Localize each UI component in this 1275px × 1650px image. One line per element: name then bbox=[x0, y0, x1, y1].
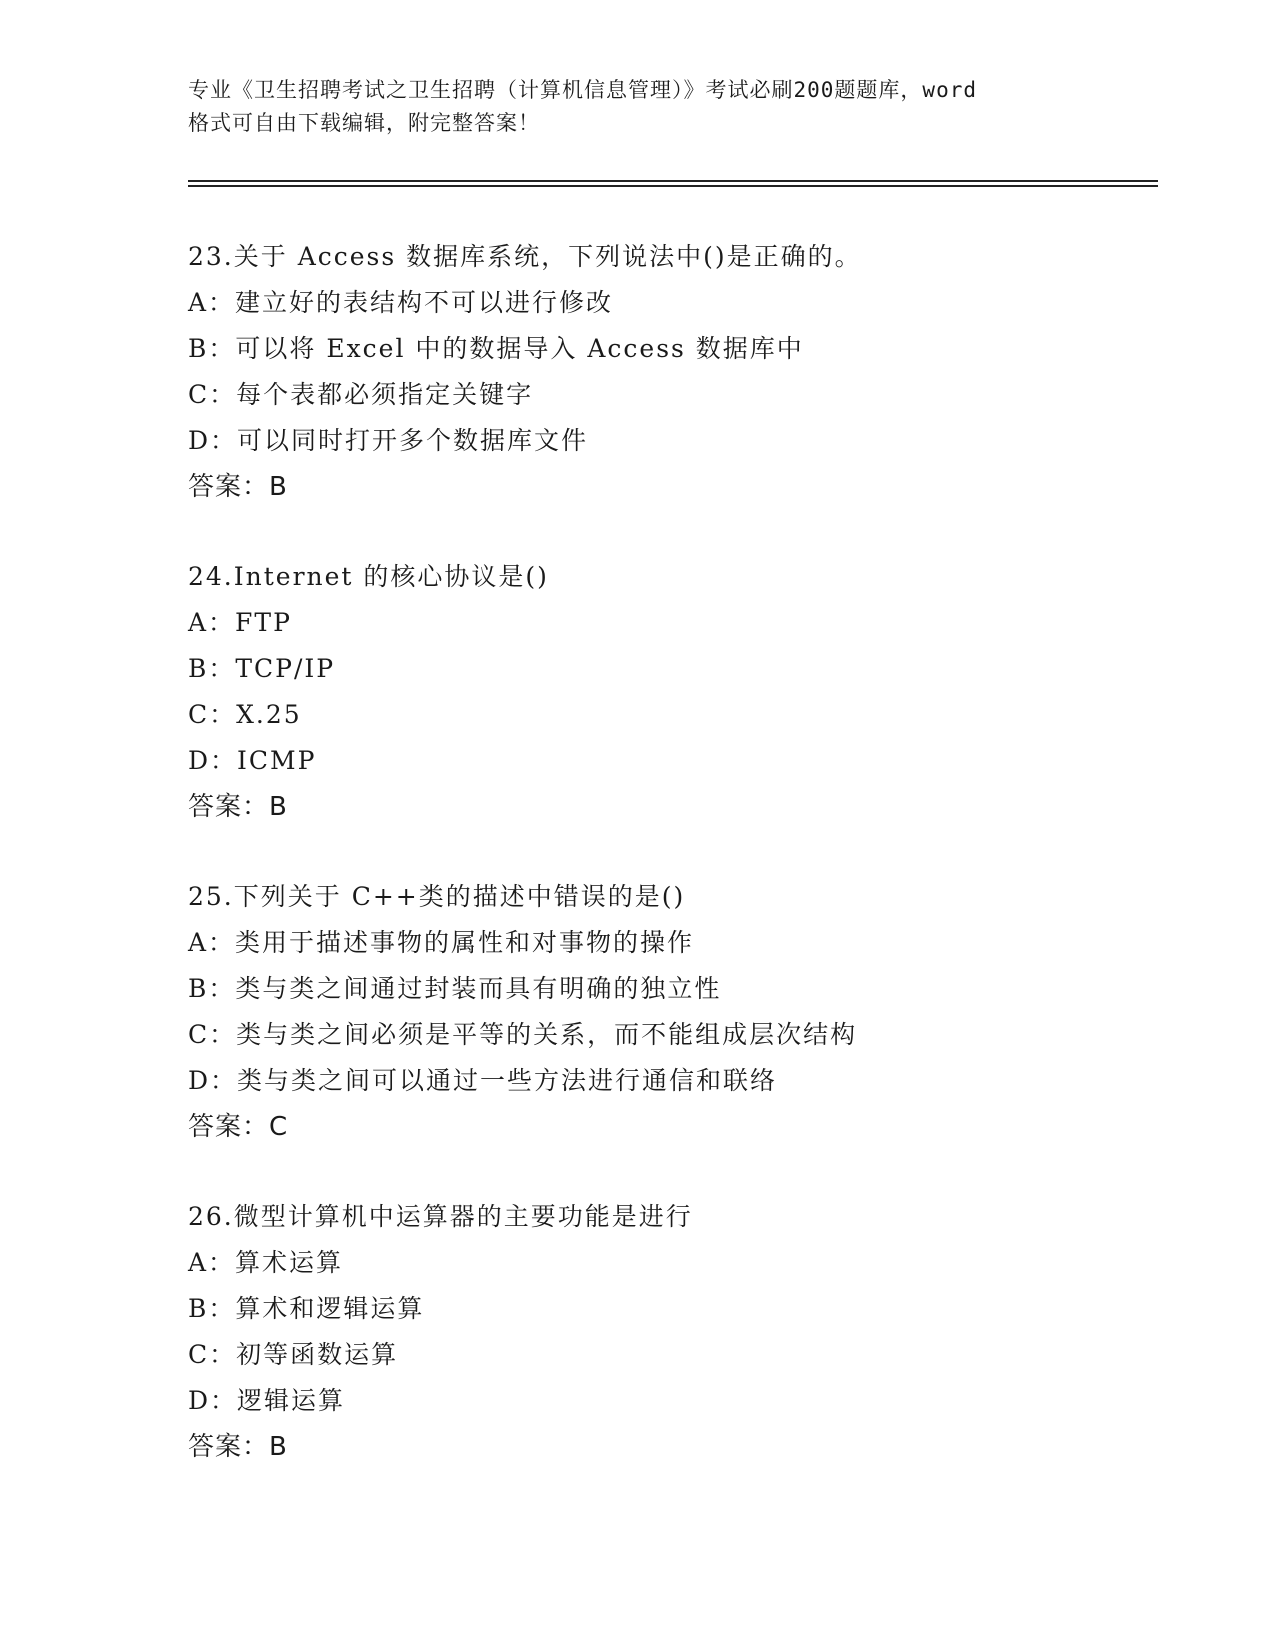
option-d: D：类与类之间可以通过一些方法进行通信和联络 bbox=[188, 1066, 778, 1095]
answer-line: 答案：B bbox=[188, 1432, 288, 1462]
answer-line: 答案：B bbox=[188, 792, 288, 822]
answer-line: 答案：B bbox=[188, 472, 288, 502]
answer-line: 答案：C bbox=[188, 1112, 289, 1142]
option-c: C：类与类之间必须是平等的关系，而不能组成层次结构 bbox=[188, 1020, 858, 1049]
option-b: B：可以将 Excel 中的数据导入 Access 数据库中 bbox=[188, 334, 804, 363]
header-line-1: 专业《卫生招聘考试之卫生招聘（计算机信息管理）》考试必刷200题题库，word bbox=[188, 78, 977, 102]
header-line-2: 格式可自由下载编辑，附完整答案！ bbox=[188, 111, 540, 135]
question-stem: 25.下列关于 C++类的描述中错误的是() bbox=[188, 882, 686, 911]
option-a: A：FTP bbox=[188, 608, 292, 637]
question-23 bbox=[188, 234, 1168, 510]
document-header bbox=[188, 74, 1088, 140]
option-d: D：ICMP bbox=[188, 746, 317, 775]
option-a: A：类用于描述事物的属性和对事物的操作 bbox=[188, 928, 695, 957]
option-b: B：算术和逻辑运算 bbox=[188, 1294, 425, 1323]
option-b: B：类与类之间通过封装而具有明确的独立性 bbox=[188, 974, 722, 1003]
option-d: D：可以同时打开多个数据库文件 bbox=[188, 426, 589, 455]
question-stem: 26.微型计算机中运算器的主要功能是进行 bbox=[188, 1202, 693, 1231]
question-stem: 24.Internet 的核心协议是() bbox=[188, 562, 549, 591]
question-stem: 23.关于 Access 数据库系统，下列说法中()是正确的。 bbox=[188, 242, 862, 271]
option-c: C：每个表都必须指定关键字 bbox=[188, 380, 534, 409]
question-25 bbox=[188, 874, 1168, 1150]
option-d: D：逻辑运算 bbox=[188, 1386, 346, 1415]
header-divider-bottom bbox=[188, 185, 1158, 187]
question-26 bbox=[188, 1194, 1168, 1470]
option-b: B：TCP/IP bbox=[188, 654, 336, 683]
option-a: A：算术运算 bbox=[188, 1248, 344, 1277]
option-c: C：初等函数运算 bbox=[188, 1340, 399, 1369]
question-24 bbox=[188, 554, 1168, 830]
option-c: C：X.25 bbox=[188, 700, 302, 729]
option-a: A：建立好的表结构不可以进行修改 bbox=[188, 288, 614, 317]
header-divider-top bbox=[188, 180, 1158, 182]
